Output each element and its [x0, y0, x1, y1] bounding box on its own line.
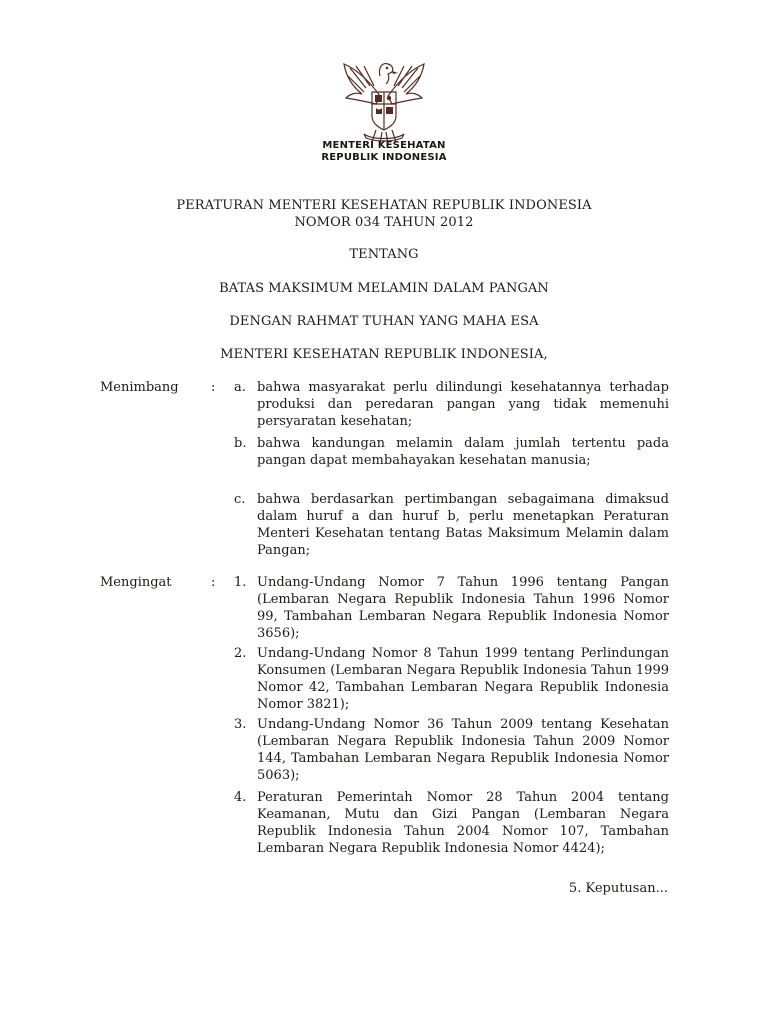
mengingat-item-4: Peraturan Pemerintah Nomor 28 Tahun 2004 tentang Keamanan, Mutu dan Gizi Pangan (Lembaran Negara Republik Indonesia Tahun 2004 Nomor 107, Tambahan Lembaran Negara Republik Indonesia Nomor 4424); [257, 790, 669, 856]
regulation-number: NOMOR 034 TAHUN 2012 [294, 215, 474, 230]
mengingat-marker-4: 4. [234, 790, 247, 805]
mengingat-label: Mengingat [100, 575, 172, 590]
menimbang-marker-b: b. [234, 436, 247, 451]
menimbang-label: Menimbang [100, 380, 179, 395]
letterhead-ministry: MENTERI KESEHATAN [322, 140, 446, 151]
mengingat-marker-2: 2. [234, 646, 247, 661]
garuda-emblem-icon [336, 52, 432, 148]
garuda-emblem-graphic [336, 52, 432, 148]
invocation: DENGAN RAHMAT TUHAN YANG MAHA ESA [229, 314, 539, 329]
issuer-line: MENTERI KESEHATAN REPUBLIK INDONESIA, [220, 347, 548, 362]
mengingat-marker-3: 3. [234, 717, 247, 732]
regulation-subject: BATAS MAKSIMUM MELAMIN DALAM PANGAN [219, 281, 549, 296]
menimbang-item-a: bahwa masyarakat perlu dilindungi kesehatannya terhadap produksi dan peredaran pangan yang tidak memenuhi persyaratan kesehatan; [257, 380, 669, 429]
mengingat-item-3: Undang-Undang Nomor 36 Tahun 2009 tentang Kesehatan (Lembaran Negara Republik Indonesia Tahun 2009 Nomor 144, Tambahan Lembaran Negara Republik Indonesia Nomor 5063); [257, 717, 669, 783]
letterhead-country: REPUBLIK INDONESIA [321, 152, 447, 163]
mengingat-colon: : [211, 575, 216, 590]
mengingat-item-1: Undang-Undang Nomor 7 Tahun 1996 tentang Pangan (Lembaran Negara Republik Indonesia Tahun 1996 Nomor 99, Tambahan Lembaran Negara Republik Indonesia Nomor 3656); [257, 575, 669, 641]
menimbang-item-c: bahwa berdasarkan pertimbangan sebagaimana dimaksud dalam huruf a dan huruf b, perlu menetapkan Peraturan Menteri Kesehatan tentang Batas Maksimum Melamin dalam Pangan; [257, 492, 669, 558]
mengingat-marker-1: 1. [234, 575, 247, 590]
menimbang-marker-c: c. [234, 492, 246, 507]
tentang-heading: TENTANG [349, 247, 419, 262]
menimbang-item-b: bahwa kandungan melamin dalam jumlah tertentu pada pangan dapat membahayakan kesehatan manusia; [257, 436, 669, 468]
regulation-title: PERATURAN MENTERI KESEHATAN REPUBLIK INDONESIA [176, 198, 592, 213]
mengingat-item-2: Undang-Undang Nomor 8 Tahun 1999 tentang Perlindungan Konsumen (Lembaran Negara Republik Indonesia Tahun 1999 Nomor 42, Tambahan Lembaran Negara Republik Indonesia Nomor 3821); [257, 646, 669, 712]
menimbang-colon: : [211, 380, 216, 395]
page-continuation: 5. Keputusan... [568, 881, 668, 896]
menimbang-marker-a: a. [234, 380, 246, 395]
